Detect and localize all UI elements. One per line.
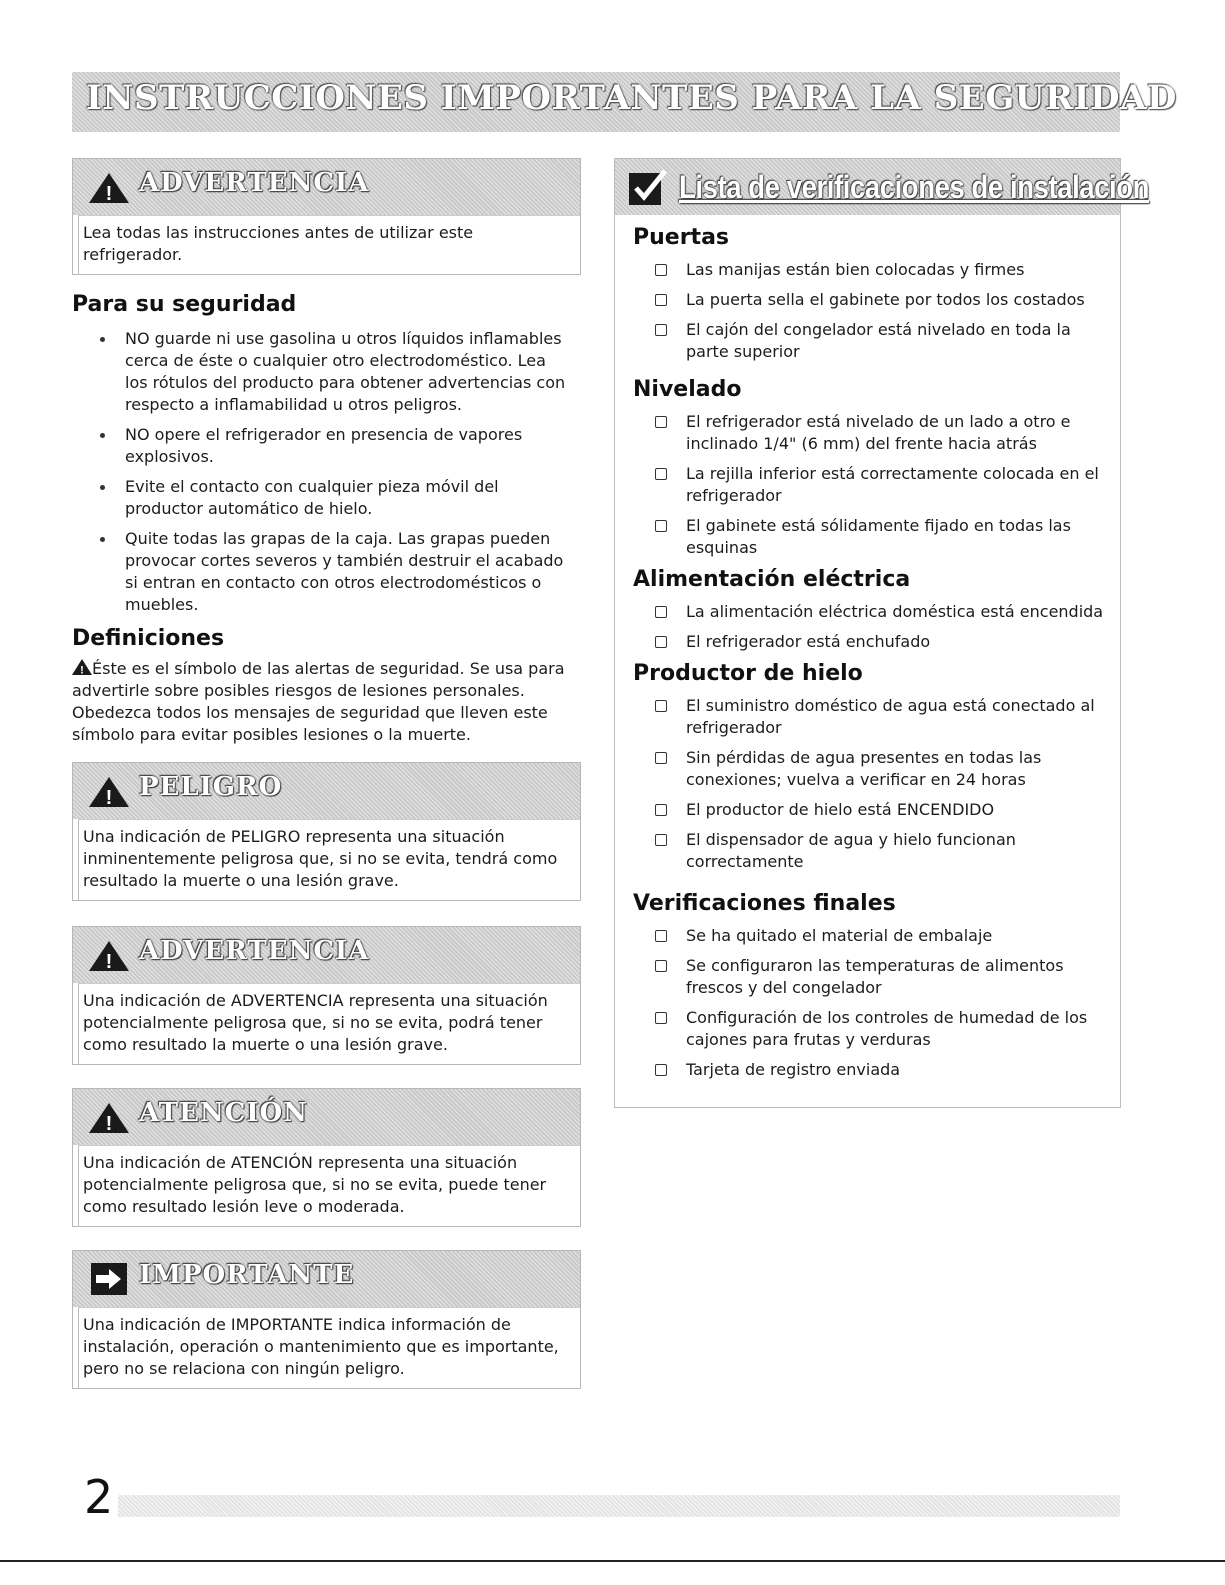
caution-label: ATENCIÓN [139,1098,308,1128]
safety-heading: Para su seguridad [72,292,297,317]
empty-checkbox-icon [655,468,667,480]
checklist-item-text: El cajón del congelador está nivelado en toda la parte superior [686,320,1071,361]
checklist-item-text: Configuración de los controles de humedad de los cajones para frutas y verduras [686,1008,1088,1049]
checklist-item [651,515,1111,559]
svg-text:!: ! [105,1113,113,1135]
svg-text:!: ! [105,183,113,205]
checklist-item-text: Tarjeta de registro enviada [686,1060,901,1079]
warning-box-top [72,158,581,275]
checklist-item [651,1059,1111,1081]
checklist-item-text: La rejilla inferior está correctamente colocada en el refrigerador [686,464,1099,505]
empty-checkbox-icon [655,804,667,816]
checklist-section-list [651,411,1111,567]
definitions-text: Éste es el símbolo de las alertas de seguridad. Se usa para advertirle sobre posibles riesgos de lesiones personales. Obedezca todos los mensajes de seguridad que lleven este símbolo para evitar posibles lesiones o la muerte. [72,659,565,744]
checklist-section-list [651,925,1111,1089]
checklist-section-list [651,695,1111,881]
checklist-title: Lista de verificaciones de instalación [679,169,1150,205]
checklist-item [651,463,1111,507]
checklist-item [651,799,1111,821]
empty-checkbox-icon [655,834,667,846]
bottom-rule [0,1560,1225,1562]
page-number: 2 [84,1470,114,1524]
warning-label: ADVERTENCIA [139,168,370,198]
checklist-item [651,747,1111,791]
safety-list-item [92,528,567,616]
empty-checkbox-icon [655,960,667,972]
checklist-item [651,829,1111,873]
bullet-icon [100,433,105,438]
important-box [72,1250,581,1389]
checklist-item [651,955,1111,999]
arrow-box-icon [87,1261,131,1297]
definitions-paragraph [72,658,572,746]
danger-box [72,762,581,901]
checklist-item-text: Sin pérdidas de agua presentes en todas las conexiones; vuelva a verificar en 24 horas [686,748,1042,789]
checklist-item-text: El dispensador de agua y hielo funcionan correctamente [686,830,1016,871]
danger-box-header [73,763,580,819]
svg-text:!: ! [105,951,113,973]
alert-symbol-icon [72,659,92,675]
safety-list [92,328,567,624]
danger-triangle-icon [87,775,131,809]
checklist-item-text: El gabinete está sólidamente fijado en todas las esquinas [686,516,1071,557]
caution-box-header [73,1089,580,1145]
safety-list-item [92,424,567,468]
safety-item-text: Quite todas las grapas de la caja. Las grapas pueden provocar cortes severos y también destruir el acabado si entran en contacto con otros electrodomésticos o muebles. [125,529,564,614]
installation-checklist [614,158,1150,1108]
checklist-item-text: El suministro doméstico de agua está conectado al refrigerador [686,696,1095,737]
checklist-item-text: El refrigerador está nivelado de un lado a otro e inclinado 1/4" (6 mm) del frente hacia atrás [686,412,1071,453]
warning-text: Lea todas las instrucciones antes de utilizar este refrigerador. [78,215,580,274]
empty-checkbox-icon [655,606,667,618]
empty-checkbox-icon [655,324,667,336]
svg-text:!: ! [80,664,84,675]
bullet-icon [100,537,105,542]
safety-list-item [92,476,567,520]
bullet-icon [100,337,105,342]
empty-checkbox-icon [655,264,667,276]
empty-checkbox-icon [655,1012,667,1024]
empty-checkbox-icon [655,294,667,306]
important-label: IMPORTANTE [139,1260,355,1290]
checklist-item-text: Las manijas están bien colocadas y firmes [686,260,1025,279]
caution-box [72,1088,581,1227]
checklist-section-heading: Puertas [633,225,730,250]
danger-label: PELIGRO [139,772,283,802]
checklist-section-list [651,259,1111,371]
checklist-item [651,925,1111,947]
checklist-item [651,631,1111,653]
page-banner [72,72,1177,132]
warning-definition-header [73,927,580,983]
checklist-section-heading: Verificaciones finales [633,891,896,916]
checklist-section-heading: Alimentación eléctrica [633,567,911,592]
definitions-heading: Definiciones [72,626,225,651]
checklist-item-text: La alimentación eléctrica doméstica está encendida [686,602,1104,621]
safety-item-text: Evite el contacto con cualquier pieza móvil del productor automático de hielo. [125,477,499,518]
warning-box-header [73,159,580,215]
important-text: Una indicación de IMPORTANTE indica información de instalación, operación o mantenimiento que es importante, pero no se relaciona con ningún peligro. [78,1307,580,1388]
checklist-item [651,411,1111,455]
checklist-item [651,319,1111,363]
safety-item-text: NO guarde ni use gasolina u otros líquidos inflamables cerca de éste o cualquier otro electrodoméstico. Lea los rótulos del producto para obtener advertencias con respecto a inflamabilidad u otros peligros. [125,329,566,414]
warning-definition-triangle-icon [87,939,131,973]
danger-text: Una indicación de PELIGRO representa una situación inminentemente peligrosa que, si no se evita, tendrá como resultado la muerte o una lesión grave. [78,819,580,900]
checklist-section-heading: Nivelado [633,377,742,402]
checklist-item-text: El productor de hielo está ENCENDIDO [686,800,995,819]
empty-checkbox-icon [655,416,667,428]
checklist-item [651,1007,1111,1051]
empty-checkbox-icon [655,700,667,712]
checklist-item-text: Se configuraron las temperaturas de alimentos frescos y del congelador [686,956,1064,997]
checklist-section-list [651,601,1111,661]
checklist-item-text: El refrigerador está enchufado [686,632,931,651]
empty-checkbox-icon [655,520,667,532]
checklist-section-heading: Productor de hielo [633,661,863,686]
caution-text: Una indicación de ATENCIÓN representa una situación potencialmente peligrosa que, si no se evita, puede tener como resultado lesión leve o moderada. [78,1145,580,1226]
important-box-header [73,1251,580,1307]
checklist-item [651,289,1111,311]
svg-text:!: ! [105,787,113,809]
caution-triangle-icon [87,1101,131,1135]
page-title: INSTRUCCIONES IMPORTANTES PARA LA SEGURIDAD [86,78,1177,118]
checklist-item-text: Se ha quitado el material de embalaje [686,926,993,945]
checklist-item [651,695,1111,739]
warning-box [72,926,581,1065]
checklist-item [651,259,1111,281]
checklist-item-text: La puerta sella el gabinete por todos los costados [686,290,1085,309]
empty-checkbox-icon [655,930,667,942]
checkbox-check-icon [627,167,669,207]
checklist-header [615,159,1150,215]
warning-triangle-icon [87,171,131,205]
footer-bar [118,1495,1120,1517]
warning-definition-text: Una indicación de ADVERTENCIA representa una situación potencialmente peligrosa que, si no se evita, podrá tener como resultado la muerte o una lesión grave. [78,983,580,1064]
warning-definition-label: ADVERTENCIA [139,936,370,966]
safety-list-item [92,328,567,416]
checklist-item [651,601,1111,623]
empty-checkbox-icon [655,752,667,764]
empty-checkbox-icon [655,636,667,648]
bullet-icon [100,485,105,490]
safety-item-text: NO opere el refrigerador en presencia de vapores explosivos. [125,425,523,466]
empty-checkbox-icon [655,1064,667,1076]
